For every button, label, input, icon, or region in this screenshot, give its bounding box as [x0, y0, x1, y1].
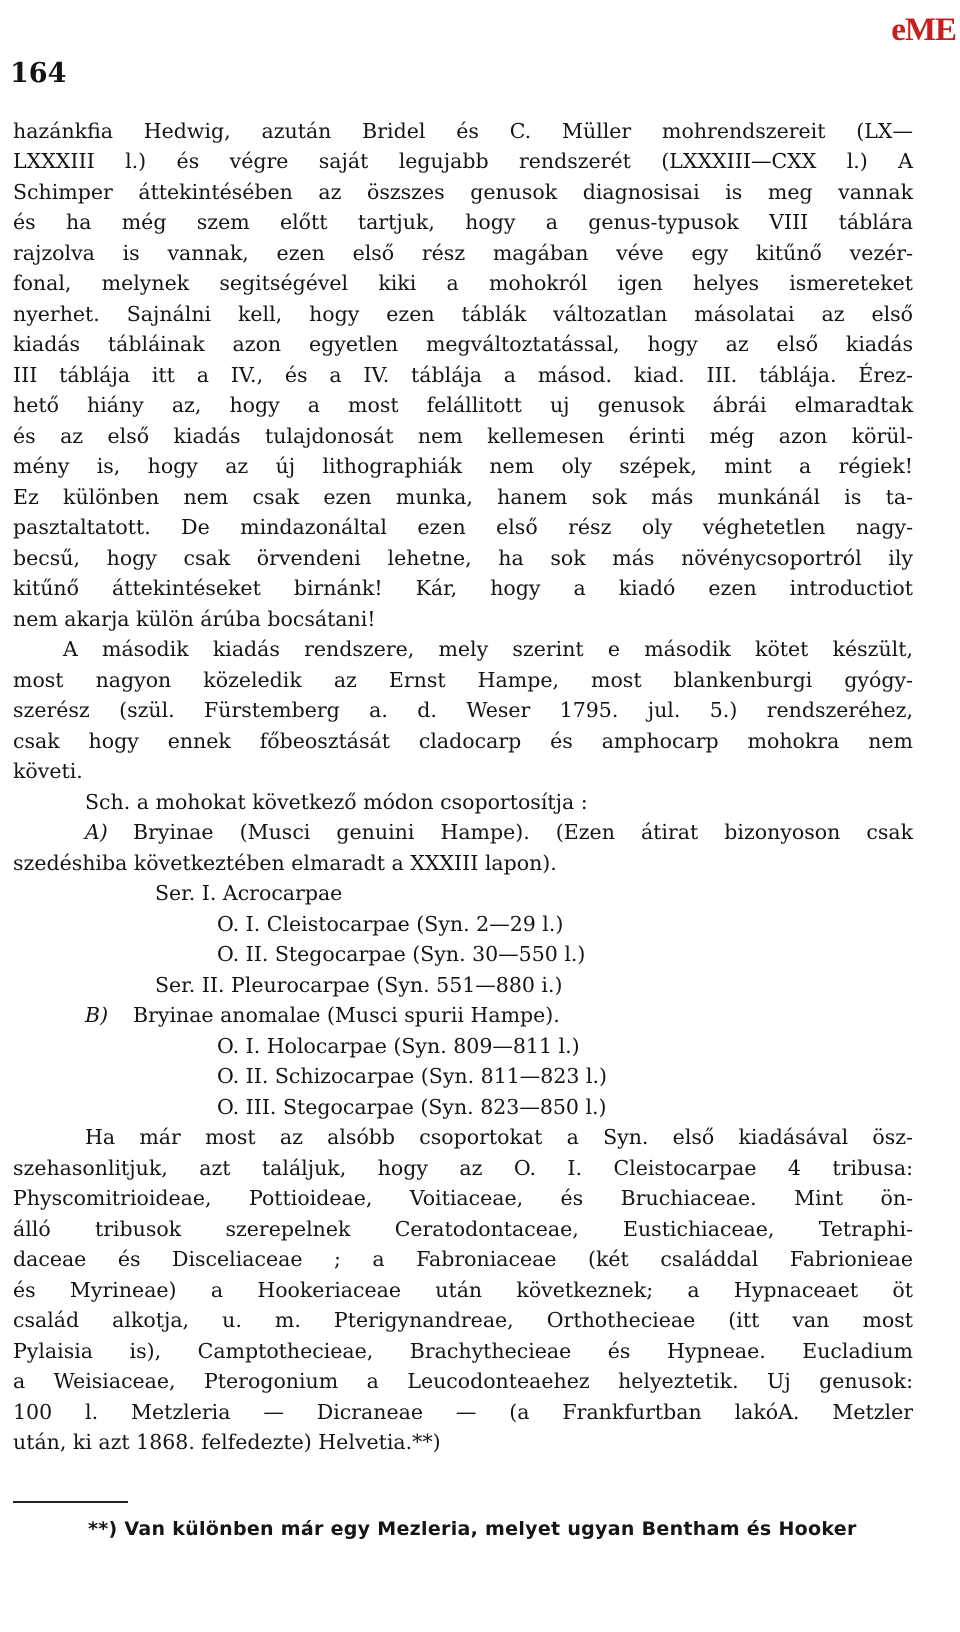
text-line: hető hiány az, hogy a most felállitott uj genusok ábrái elmaradtak — [13, 393, 913, 417]
text-line: most nagyon közeledik az Ernst Hampe, most blankenburgi gyógy- — [13, 668, 913, 692]
text-line: Ser. I. Acrocarpae — [155, 881, 343, 905]
text-line: és az első kiadás tulajdonosát nem kellemesen érinti még azon körül- — [13, 424, 913, 448]
text-line: szehasonlitjuk, azt találjuk, hogy az O. I. Cleistocarpae 4 tribusa: — [13, 1156, 913, 1180]
text-line: csak hogy ennek főbeosztását cladocarp és amphocarp mohokra nem — [13, 729, 913, 753]
text-line: Bryinae (Musci genuini Hampe). (Ezen átirat bizonyoson csak — [133, 820, 913, 844]
eme-logo: eME — [891, 12, 956, 48]
text-line: követi. — [13, 759, 83, 783]
text-line: kiadás tábláinak azon egyetlen megváltoztatással, hogy az első kiadás — [13, 332, 913, 356]
footnote-divider — [13, 1501, 128, 1503]
text-line: Bryinae anomalae (Musci spurii Hampe). — [133, 1003, 560, 1027]
text-line: Pylaisia is), Camptothecieae, Brachythecieae és Hypneae. Eucladium — [13, 1339, 913, 1363]
footnote: **) Van különben már egy Mezleria, melyet ugyan Bentham és Hooker — [88, 1518, 857, 1540]
text-line: daceae és Disceliaceae ; a Fabroniaceae (két családdal Fabrionieae — [13, 1247, 913, 1271]
text-line: hazánkfia Hedwig, azután Bridel és C. Müller mohrendszereit (LX— — [13, 119, 913, 143]
page-number: 164 — [10, 58, 67, 89]
text-line: család alkotja, u. m. Pterigynandreae, Orthothecieae (itt van most — [13, 1308, 913, 1332]
text-line: és Myrineae) a Hookeriaceae után következnek; a Hypnaceaet öt — [13, 1278, 913, 1302]
text-line: nem akarja külön árúba bocsátani! — [13, 607, 376, 631]
text-line: Physcomitrioideae, Pottioideae, Voitiaceae, és Bruchiaceae. Mint ön- — [13, 1186, 913, 1210]
text-line: kitűnő áttekintéseket birnánk! Kár, hogy a kiadó ezen introductiot — [13, 576, 913, 600]
text-line: álló tribusok szerepelnek Ceratodontaceae, Eustichiaceae, Tetraphi- — [13, 1217, 913, 1241]
text-line: O. II. Stegocarpae (Syn. 30—550 l.) — [217, 942, 586, 966]
text-line: Sch. a mohokat következő módon csoportosítja : — [85, 790, 588, 814]
text-line: III táblája itt a IV., és a IV. táblája a másod. kiad. III. táblája. Érez- — [13, 363, 913, 387]
section-marker-a: A) — [85, 820, 108, 844]
text-line: nyerhet. Sajnálni kell, hogy ezen táblák változatlan másolatai az első — [13, 302, 913, 326]
text-line: LXXXIII l.) és végre saját legujabb rendszerét (LXXXIII—CXX l.) A — [13, 149, 913, 173]
text-line: után, ki azt 1868. felfedezte) Helvetia.**) — [13, 1430, 441, 1454]
section-marker-b: B) — [85, 1003, 109, 1027]
text-line: Schimper áttekintésében az öszszes genusok diagnosisai is meg vannak — [13, 180, 913, 204]
text-line: O. I. Holocarpae (Syn. 809—811 l.) — [217, 1034, 580, 1058]
text-line: 100 l. Metzleria — Dicraneae — (a Frankfurtban lakóA. Metzler — [13, 1400, 913, 1424]
text-line: és ha még szem előtt tartjuk, hogy a genus-typusok VIII táblára — [13, 210, 913, 234]
text-line: Ez különben nem csak ezen munka, hanem sok más munkánál is ta- — [13, 485, 913, 509]
text-line: O. I. Cleistocarpae (Syn. 2—29 l.) — [217, 912, 564, 936]
text-line: pasztaltatott. De mindazonáltal ezen első rész oly véghetetlen nagy- — [13, 515, 913, 539]
text-line: becsű, hogy csak örvendeni lehetne, ha sok más növénycsoportról ily — [13, 546, 913, 570]
text-line: rajzolva is vannak, ezen első rész magában véve egy kitűnő vezér- — [13, 241, 913, 265]
text-line: fonal, melynek segitségével kiki a mohokról igen helyes ismereteket — [13, 271, 913, 295]
text-line: Ha már most az alsóbb csoportokat a Syn. első kiadásával ösz- — [85, 1125, 913, 1149]
text-line: A második kiadás rendszere, mely szerint e második kötet készült, — [63, 637, 913, 661]
text-line: mény is, hogy az új lithographiák nem oly szépek, mint a régiek! — [13, 454, 913, 478]
text-line: O. II. Schizocarpae (Syn. 811—823 l.) — [217, 1064, 607, 1088]
text-line: a Weisiaceae, Pterogonium a Leucodonteaehez helyeztetik. Uj genusok: — [13, 1369, 913, 1393]
text-line: O. III. Stegocarpae (Syn. 823—850 l.) — [217, 1095, 607, 1119]
text-line: Ser. II. Pleurocarpae (Syn. 551—880 i.) — [155, 973, 563, 997]
text-line: szedéshiba következtében elmaradt a XXXIII lapon). — [13, 851, 557, 875]
text-line: szerész (szül. Fürstemberg a. d. Weser 1795. jul. 5.) rendszeréhez, — [13, 698, 913, 722]
